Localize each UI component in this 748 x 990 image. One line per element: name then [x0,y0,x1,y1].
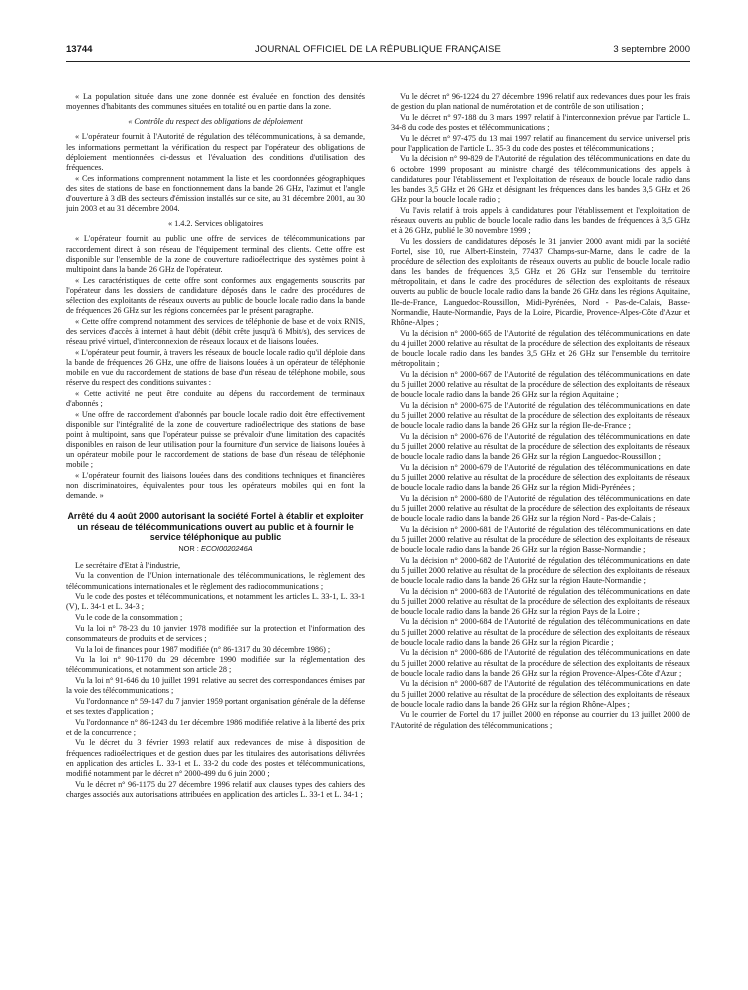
section-heading: « Contrôle du respect des obligations de déploiement [128,117,303,127]
paragraph: Vu la décision n° 2000-686 de l'Autorité de régulation des télécommunications en date du 5 juillet 2000 relative au résultat de la procédure de sélection des exploitants de réseaux de boucle locale radio dans la bande 26 GHz sur la région Provence-Alpes-Côte d'Azur ; [391,648,690,678]
arrete-title: Arrêté du 4 août 2000 autorisant la société Fortel à établir et exploiter un réseau de télécommunications ouvert au public et à fournir le service téléphonique au public [67,511,364,543]
paragraph: Vu le décret n° 96-1224 du 27 décembre 1996 relatif aux redevances dues pour les frais de gestion du plan national de numérotation et de contrôle de son utilisation ; [391,92,690,112]
paragraph: Vu la décision n° 2000-679 de l'Autorité de régulation des télécommunications en date du 5 juillet 2000 relative au résultat de la procédure de sélection des exploitants de réseaux de boucle locale radio dans la bande 26 GHz sur la région Midi-Pyrénées ; [391,462,690,492]
paragraph: Vu l'avis relatif à trois appels à candidatures pour l'établissement et l'exploitation de réseaux ouverts au public de boucle locale radio dans les bandes de fréquences à 3,5 GHz et à 26 GHz, publié le 30 novembre 1999 ; [391,205,690,236]
paragraph: Le secrétaire d'Etat à l'industrie, [75,560,181,570]
paragraph: « L'opérateur fournit des liaisons louées dans des conditions techniques et financières non discriminatoires, équivalentes pour tous les opérateurs mobiles qui en font la demande. » [66,470,365,501]
paragraph: Vu le décret n° 97-188 du 3 mars 1997 relatif à l'interconnexion prévue par l'article L. 34-8 du code des postes et télécommunications ; [391,112,690,132]
paragraph: « La population située dans une zone donnée est évaluée en fonction des densités moyennes d'habitants des communes situées en totalité ou en partie dans la zone. [66,92,365,112]
paragraph: Vu les dossiers de candidatures déposés le 31 janvier 2000 avant midi par la société Fortel, sise 10, rue Albert-Einstein, 77437 Champs-sur-Marne, dans le cadre de la procédure de sélection des exploitants de réseaux ouverts au public de boucle locale radio dans les bandes de fréquences 3,5 GHz et 26 GHz sur l'ensemble du territoire métropolitain, et dans le cadre des procédures de sélection des exploitants de réseaux ouverts au public de boucle locale radio dans la bande 26 GHz dans les régions Aquitaine, Ile-de-France, Languedoc-Roussillon, Midi-Pyrénées, Nord - Pas-de-Calais, Basse-Normandie, Haute-Normandie, Pays de la Loire, Picardie, Provence-Alpes-Côte d'Azur et Rhône-Alpes ; [391,236,690,327]
paragraph: « L'opérateur fournit à l'Autorité de régulation des télécommunications, à sa demande, les informations permettant la vérification du respect par l'opérateur des obligations de déploiement mentionnées ci-dessus et l'évaluation des conditions d'utilisation des fréquences. [66,132,365,172]
paragraph: Vu l'ordonnance n° 86-1243 du 1er décembre 1986 modifiée relative à la liberté des prix et de la concurrence ; [66,717,365,737]
paragraph: Vu la décision n° 99-829 de l'Autorité de régulation des télécommunications en date du 6 octobre 1999 proposant au ministre chargé des télécommunications des appels à candidatures pour l'établissement et l'exploitation de réseaux de boucle locale radio dans les bandes 3,5 GHz et 26 GHz et désignant les fréquences dans les bandes 3,5 GHz et 26 GHz pour la boucle locale radio ; [391,154,690,205]
paragraph: Vu le code des postes et télécommunications, et notamment les articles L. 33-1, L. 33-1 (V), L. 34-1 et L. 34-3 ; [66,592,365,612]
publication-date: 3 septembre 2000 [613,44,690,55]
paragraph: Vu le décret n° 96-1175 du 27 décembre 1996 relatif aux clauses types des cahiers des charges associés aux autorisations attribuées en application des articles L. 33-1 et L. 34-1 ; [66,779,365,799]
right-column [391,92,690,982]
paragraph: « Ces informations comprennent notamment la liste et les coordonnées géographiques des sites de stations de base en fonctionnement dans la bande 26 GHz, l'azimut et l'angle d'ouverture à 3 dB des secteurs d'émission installés sur ce site, au 31 décembre 2001, au 30 juin 2003 et au 31 décembre 2004. [66,173,365,214]
paragraph: Vu la loi n° 91-646 du 10 juillet 1991 relative au secret des correspondances émises par la voie des télécommunications ; [66,676,365,696]
paragraph: Vu la loi n° 90-1170 du 29 décembre 1990 modifiée sur la réglementation des télécommunications, et notamment son article 28 ; [66,655,365,675]
paragraph: Vu la loi n° 78-23 du 10 janvier 1978 modifiée sur la protection et l'information des consommateurs de produits et de services ; [66,623,365,643]
paragraph: Vu le décret du 3 février 1993 relatif aux redevances de mise à disposition de fréquences radioélectriques et de gestion dues par les titulaires des autorisations délivrées en application des articles L. 33-1 et L. 33-2 du code des postes et télécommunications, modifié notamment par le décret n° 2000-499 du 6 juin 2000 ; [66,738,365,778]
paragraph: Vu la décision n° 2000-675 de l'Autorité de régulation des télécommunications en date du 5 juillet 2000 relative au résultat de la procédure de sélection des exploitants de réseaux de boucle locale radio dans la bande 26 GHz sur la région Ile-de-France ; [391,400,690,430]
paragraph: Vu la décision n° 2000-676 de l'Autorité de régulation des télécommunications en date du 5 juillet 2000 relative au résultat de la procédure de sélection des exploitants de réseaux de boucle locale radio dans la bande 26 GHz sur la région Languedoc-Roussillon ; [391,431,690,461]
nor-code: ECOI0020246A [200,543,253,553]
nor-reference [66,544,365,554]
page-header [66,44,690,58]
paragraph: Vu la décision n° 2000-665 de l'Autorité de régulation des télécommunications en date du 4 juillet 2000 relative au résultat de la procédure de sélection des exploitants de réseaux de boucle locale radio dans les bandes 3,5 GHz et 26 GHz sur l'ensemble du territoire métropolitain ; [391,328,690,369]
paragraph: Vu la décision n° 2000-684 de l'Autorité de régulation des télécommunications en date du 5 juillet 2000 relative au résultat de la procédure de sélection des exploitants de réseaux de boucle locale radio dans la bande 26 GHz sur la région Picardie ; [391,617,690,647]
paragraph: « Les caractéristiques de cette offre sont conformes aux engagements souscrits par l'opérateur dans les dossiers de candidature déposés dans le cadre des procédures de sélection des exploitants de réseaux ouverts au public de boucle locale radio dans la bande de fréquences 26 GHz sur les régions concernées par le présent paragraphe. [66,275,365,315]
paragraph: Vu la décision n° 2000-667 de l'Autorité de régulation des télécommunications en date du 5 juillet 2000 relative au résultat de la procédure de sélection des exploitants de réseaux de boucle locale radio dans la bande 26 GHz sur la région Aquitaine ; [391,369,690,400]
paragraph: Vu le décret n° 97-475 du 13 mai 1997 relatif au financement du service universel pris pour l'application de l'article L. 35-3 du code des postes et télécommunications ; [391,133,690,153]
page-number: 13744 [66,44,93,55]
journal-title: JOURNAL OFFICIEL DE LA RÉPUBLIQUE FRANÇAISE [255,44,501,55]
paragraph: Vu l'ordonnance n° 59-147 du 7 janvier 1959 portant organisation générale de la défense et ses textes d'application ; [66,696,365,716]
paragraph: « Une offre de raccordement d'abonnés par boucle locale radio doit être effectivement disponible sur l'intégralité de la zone de couverture radioélectrique des stations de base point à multipoint, sans que l'opérateur puisse se prévaloir d'une limitation des capacités disponibles en raison de leur utilisation pour la fourniture d'un service de liaisons louées à un opérateur mobile pour le raccordement de stations de base d'un réseau de téléphonie mobile ; [66,409,365,470]
left-column [66,92,365,982]
paragraph: Vu la décision n° 2000-687 de l'Autorité de régulation des télécommunications en date du 5 juillet 2000 relative au résultat de la procédure de sélection des exploitants de réseaux de boucle locale radio dans la bande 26 GHz sur la région Rhône-Alpes ; [391,679,690,709]
section-heading: « 1.4.2. Services obligatoires [167,219,264,229]
paragraph: Vu la décision n° 2000-681 de l'Autorité de régulation des télécommunications en date du 5 juillet 2000 relative au résultat de la procédure de sélection des exploitants de réseaux de boucle locale radio dans la bande 26 GHz sur la région Basse-Normandie ; [391,524,690,554]
paragraph: Vu le courrier de Fortel du 17 juillet 2000 en réponse au courrier du 13 juillet 2000 de l'Autorité de régulation des télécommunications ; [391,710,690,730]
paragraph: Vu le code de la consommation ; [75,613,183,623]
paragraph: Vu la loi de finances pour 1987 modifiée (n° 86-1317 du 30 décembre 1986) ; [75,644,331,654]
paragraph: « L'opérateur peut fournir, à travers les réseaux de boucle locale radio qu'il déploie dans la bande de fréquences 26 GHz, une offre de liaisons louées à un opérateur de téléphonie mobile en vue du raccordement de stations de base d'un réseau de téléphone mobile, sous réserve du respect des conditions suivantes : [66,347,365,388]
paragraph: Vu la décision n° 2000-683 de l'Autorité de régulation des télécommunications en date du 5 juillet 2000 relative au résultat de la procédure de sélection des exploitants de réseaux de boucle locale radio dans la bande 26 GHz sur la région Pays de la Loire ; [391,586,690,616]
header-rule [66,61,690,62]
paragraph: Vu la décision n° 2000-680 de l'Autorité de régulation des télécommunications en date du 5 juillet 2000 relative au résultat de la procédure de sélection des exploitants de réseaux de boucle locale radio dans la bande 26 GHz sur la région Nord - Pas-de-Calais ; [391,493,690,523]
paragraph: Vu la convention de l'Union internationale des télécommunications, le règlement des télécommunications internationales et le règlement des radiocommunications ; [66,571,365,591]
paragraph: « L'opérateur fournit au public une offre de services de télécommunications par raccordement direct à son réseau de l'équipement terminal des clients. Cette offre est disponible sur l'ensemble de la zone de couverture radioélectrique des systèmes point à multipoint dans la bande 26 GHz de l'opérateur. [66,234,365,274]
paragraph: « Cette offre comprend notamment des services de téléphonie de base et de voix RNIS, des services d'accès à internet à haut débit (débit crête jusqu'à 6 Mbit/s), des services de réseau privé virtuel, d'interconnexion de réseaux locaux et de liaisons louées. [66,316,365,346]
paragraph: Vu la décision n° 2000-682 de l'Autorité de régulation des télécommunications en date du 5 juillet 2000 relative au résultat de la procédure de sélection des exploitants de réseaux de boucle locale radio dans la bande 26 GHz sur la région Haute-Normandie ; [391,555,690,585]
paragraph: « Cette activité ne peut être conduite au dépens du raccordement de terminaux d'abonnés ; [66,388,365,408]
nor-label: NOR : [178,543,199,553]
